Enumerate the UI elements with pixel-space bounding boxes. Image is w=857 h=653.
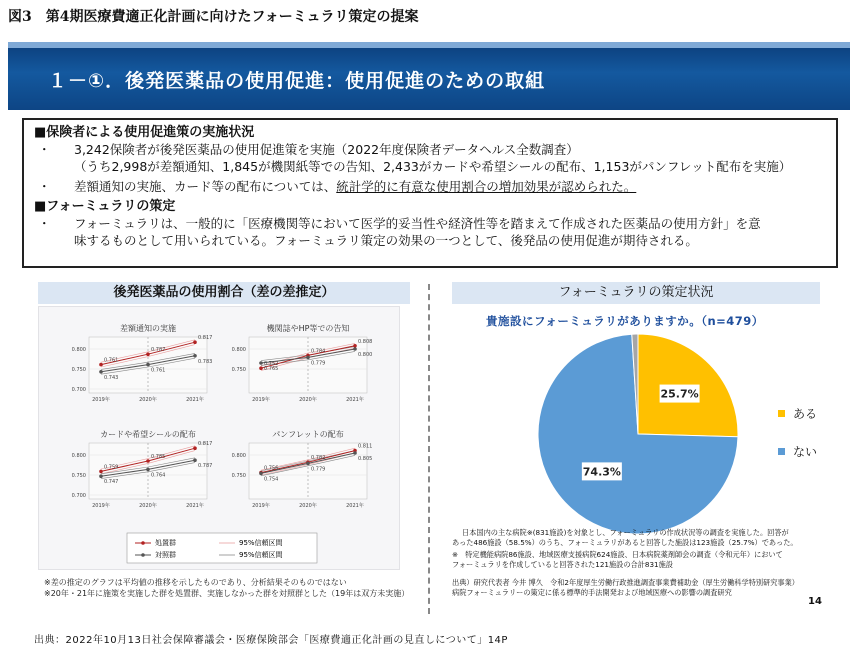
- treated-value-label: 0.782: [311, 455, 326, 462]
- right-panel-header: フォーミュラリの策定状況: [452, 282, 820, 304]
- right-note-3: ※ 特定機能病院86施設、地域医療支援病院624施設、日本病院薬剤師会の調査（令和元年）において: [452, 550, 783, 559]
- pie-chart: [530, 328, 750, 538]
- x-tick-label: 2020年: [139, 503, 157, 509]
- left-panel: [38, 282, 410, 304]
- pie-label-0: 25.7%: [660, 387, 699, 401]
- mini-chart-title: カードや希望シールの配布: [100, 430, 196, 439]
- page-number: 14: [808, 596, 822, 607]
- x-tick-label: 2019年: [92, 503, 110, 509]
- y-tick-label: 0.750: [71, 367, 86, 373]
- control-point: [259, 361, 263, 365]
- treated-value-label: 0.811: [358, 443, 373, 450]
- control-value-label: 0.783: [198, 358, 213, 365]
- section2-title: ■フォーミュラリの策定: [34, 199, 176, 214]
- item3-line1: フォーミュラリは、一般的に「医療機関等において医学的妥当性や経済性等を踏まえて作成された医薬品の使用方針」を意: [74, 216, 761, 231]
- control-point: [353, 347, 357, 351]
- legend-yes-label: ある: [793, 407, 818, 421]
- panel-divider: [428, 284, 430, 614]
- treated-value-label: 0.787: [151, 347, 166, 354]
- mini-chart-title: 機関誌やHP等での告知: [266, 324, 350, 333]
- control-point: [306, 356, 310, 360]
- control-value-label: 0.805: [358, 456, 373, 462]
- left-note-1: ※差の推定のグラフは平均値の推移を示したものであり、分析結果そのものではない: [44, 578, 347, 587]
- x-tick-label: 2021年: [346, 397, 364, 403]
- y-tick-label: 0.700: [71, 493, 86, 499]
- treated-point: [146, 352, 150, 356]
- y-tick-label: 0.800: [231, 453, 246, 459]
- mini-chart-1: [232, 323, 373, 403]
- treated-point: [193, 446, 197, 450]
- control-point: [259, 472, 263, 476]
- treated-value-label: 0.785: [151, 454, 166, 460]
- bullet: ・: [38, 142, 51, 157]
- treated-value-label: 0.752: [264, 361, 279, 368]
- control-point: [99, 370, 103, 374]
- legend-no-swatch: [778, 448, 785, 455]
- treated-point: [259, 366, 263, 370]
- legend-yes-swatch: [778, 410, 785, 417]
- mini-chart-title: 差額通知の実施: [120, 324, 176, 333]
- right-note-2: あった486施設（58.5%）のうち、フォーミュラリがあると回答した施設は123施設（25.7%）であった。: [452, 538, 798, 547]
- legend-treated-ci-label: 95%信頼区間: [239, 539, 283, 547]
- control-value-label: 0.747: [104, 479, 119, 486]
- right-note-4: フォーミュラリを作成していると回答された121施設の合計831施設: [452, 560, 673, 569]
- list-item: [38, 141, 826, 158]
- x-tick-label: 2020年: [139, 397, 157, 403]
- treated-value-label: 0.808: [358, 338, 373, 345]
- x-tick-label: 2021年: [346, 503, 364, 509]
- mini-chart-0: [72, 323, 213, 403]
- y-tick-label: 0.700: [71, 387, 86, 393]
- treated-value-label: 0.817: [198, 335, 213, 342]
- item2-text: [74, 178, 636, 195]
- legend-treated-marker: [141, 541, 145, 545]
- control-point: [353, 451, 357, 455]
- list-item: [38, 215, 826, 232]
- treated-point: [99, 363, 103, 367]
- item2-prefix: 差額通知の実施、カード等の配布については、: [74, 179, 337, 194]
- legend-no-label: ない: [793, 445, 818, 459]
- title-banner: [8, 42, 850, 110]
- treated-value-label: 0.817: [198, 441, 213, 448]
- control-point: [146, 468, 150, 472]
- x-tick-label: 2021年: [186, 503, 204, 509]
- control-point: [306, 462, 310, 466]
- summary-box: [22, 118, 838, 268]
- control-value-label: 0.787: [198, 463, 213, 470]
- x-tick-label: 2020年: [299, 503, 317, 509]
- treated-point: [353, 344, 357, 348]
- pie-question: 貴施設にフォーミュラリがありますか。（n=479）: [486, 314, 764, 328]
- figure-title: 図3 第4期医療費適正化計画に向けたフォーミュラリ策定の提案: [8, 9, 419, 25]
- control-point: [193, 458, 197, 462]
- control-value-label: 0.779: [311, 466, 326, 473]
- control-value-label: 0.743: [104, 374, 119, 381]
- legend-yes: [778, 405, 817, 422]
- right-panel: [452, 282, 820, 304]
- y-tick-label: 0.750: [71, 473, 86, 479]
- bullet: ・: [38, 216, 51, 231]
- legend-no: [778, 443, 817, 460]
- treated-point: [99, 470, 103, 474]
- bullet: ・: [38, 179, 51, 194]
- x-tick-label: 2019年: [252, 503, 270, 509]
- list-item: [38, 178, 826, 195]
- treated-value-label: 0.784: [311, 348, 326, 355]
- did-charts: [38, 306, 400, 570]
- legend-treated-label: 処置群: [155, 539, 176, 547]
- treated-value-label: 0.761: [104, 357, 119, 364]
- right-note-5: 出典）研究代表者 今井 博久 令和2年度厚生労働行政推進調査事業費補助金（厚生労働科学特別研究事業）: [452, 578, 799, 587]
- banner-title: １－①．後発医薬品の使用促進：使用促進のための取組: [48, 70, 546, 92]
- y-tick-label: 0.800: [231, 347, 246, 353]
- y-tick-label: 0.750: [231, 473, 246, 479]
- control-value-label: 0.754: [264, 476, 279, 483]
- x-tick-label: 2021年: [186, 397, 204, 403]
- left-panel-header: 後発医薬品の使用割合（差の差推定）: [38, 282, 410, 304]
- legend-control-marker: [141, 553, 145, 557]
- x-tick-label: 2020年: [299, 397, 317, 403]
- y-tick-label: 0.750: [231, 367, 246, 373]
- item1-line1: 3,242保険者が後発医薬品の使用促進策を実施（2022年度保険者データヘルス全数調査）: [74, 142, 579, 157]
- banner-accent-bar: [8, 42, 850, 48]
- legend-control-ci-label: 95%信頼区間: [239, 551, 283, 559]
- control-value-label: 0.779: [311, 360, 326, 367]
- right-note-6: 病院フォーミュラリーの策定に係る標準的手法開発および地域医療への影響の調査研究: [452, 588, 732, 597]
- mini-chart-2: [72, 429, 213, 509]
- control-point: [99, 474, 103, 478]
- mini-legend: [127, 533, 317, 563]
- control-point: [193, 354, 197, 358]
- legend-control-label: 対照群: [155, 551, 176, 559]
- source-citation: 出典：2022年10月13日社会保障審議会・医療保険部会「医療費適正化計画の見直しについて」14P: [34, 635, 508, 646]
- treated-value-label: 0.756: [264, 465, 279, 472]
- did-charts-svg: [39, 307, 401, 571]
- item3-line2: 味するものとして用いられている。フォーミュラリ策定の効果の一つとして、後発品の使用促進が期待される。: [74, 233, 698, 248]
- x-tick-label: 2019年: [252, 397, 270, 403]
- right-note-1: 日本国内の主な病院※(831施設)を対象とし、フォーミュラリの作成状況等の調査を実施した。回答が: [462, 528, 789, 537]
- control-value-label: 0.761: [151, 367, 166, 374]
- section1-title: ■保険者による使用促進策の実施状況: [34, 125, 255, 140]
- item1-line2: （うち2,998が差額通知、1,845が機関紙等での告知、2,433がカードや希望シールの配布、1,153がパンフレット配布を実施）: [74, 159, 792, 174]
- control-point: [146, 363, 150, 367]
- control-value-label: 0.764: [151, 472, 166, 479]
- mini-chart-title: パンフレットの配布: [272, 430, 344, 439]
- x-tick-label: 2019年: [92, 397, 110, 403]
- y-tick-label: 0.800: [71, 453, 86, 459]
- mini-chart-3: [232, 429, 373, 509]
- pie-label-1: 74.3%: [582, 465, 621, 479]
- treated-value-label: 0.759: [104, 464, 119, 471]
- control-value-label: 0.765: [264, 366, 279, 372]
- y-tick-label: 0.800: [71, 347, 86, 353]
- item2-underlined: 統計学的に有意な使用割合の増加効果が認められた。: [336, 179, 637, 194]
- treated-point: [146, 459, 150, 463]
- control-value-label: 0.800: [358, 352, 373, 358]
- treated-point: [193, 340, 197, 344]
- left-note-2: ※20年・21年に施策を実施した群を処置群、実施しなかった群を対照群とした（19年は双方未実施）: [44, 589, 410, 598]
- right-notes: [452, 528, 824, 598]
